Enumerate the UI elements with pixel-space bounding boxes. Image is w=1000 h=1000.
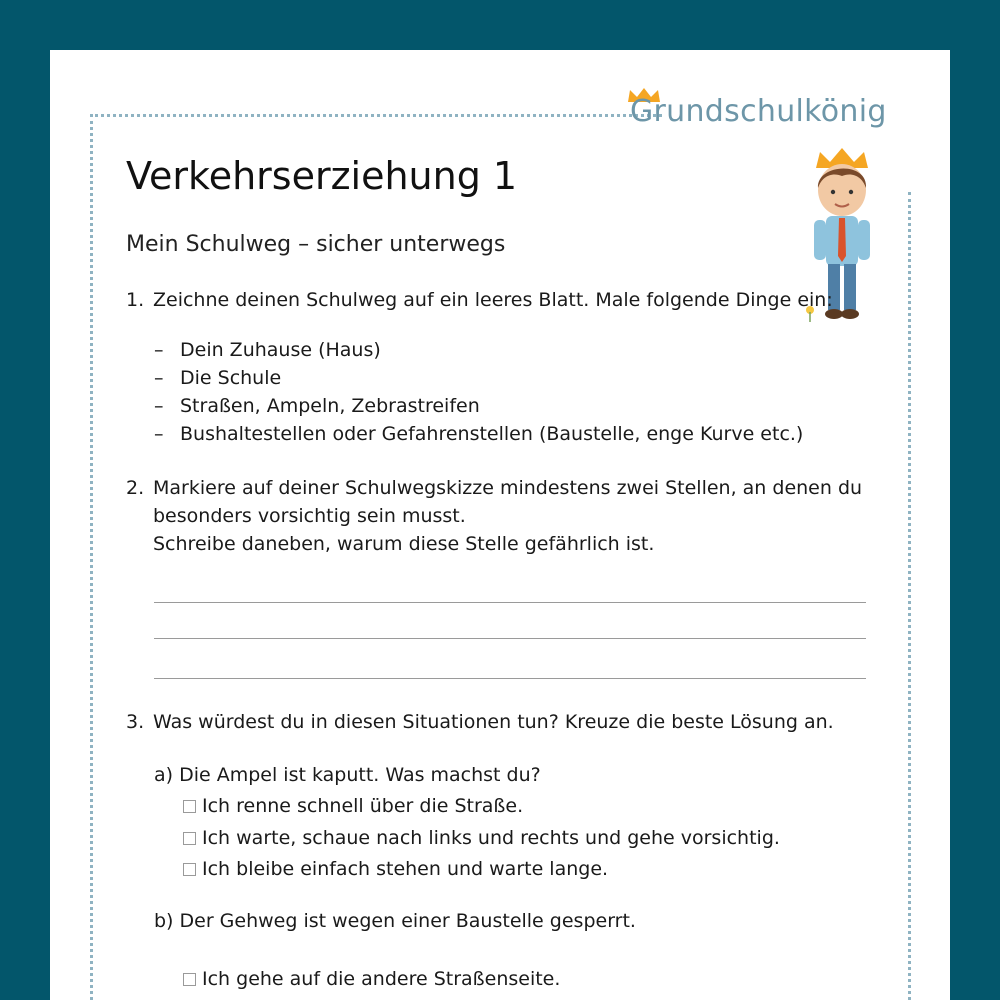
task-1-number: 1. xyxy=(126,289,145,311)
page-subtitle: Mein Schulweg – sicher unterwegs xyxy=(126,232,506,257)
checkbox[interactable] xyxy=(183,832,196,845)
option-b-1[interactable]: Ich gehe auf die andere Straßenseite. xyxy=(183,965,560,993)
task-1-text: Zeichne deinen Schulweg auf ein leeres Blatt. Male folgende Dinge ein: xyxy=(153,289,833,311)
option-a-3[interactable]: Ich bleibe einfach stehen und warte lange. xyxy=(183,855,608,883)
task-2-number: 2. xyxy=(126,477,145,499)
task-1 xyxy=(126,286,846,314)
task-2-line-3: Schreibe daneben, warum diese Stelle gefährlich ist. xyxy=(153,533,655,555)
checkbox[interactable] xyxy=(183,863,196,876)
answer-line-3[interactable] xyxy=(154,678,866,679)
question-a: a) Die Ampel ist kaputt. Was machst du? xyxy=(154,764,541,786)
answer-line-1[interactable] xyxy=(154,602,866,603)
page-title: Verkehrserziehung 1 xyxy=(126,154,518,198)
task-3 xyxy=(126,708,846,736)
dotted-frame-left xyxy=(90,114,93,1000)
checkbox[interactable] xyxy=(183,973,196,986)
option-a-1[interactable]: Ich renne schnell über die Straße. xyxy=(183,792,523,820)
answer-line-2[interactable] xyxy=(154,638,866,639)
option-a-2[interactable]: Ich warte, schaue nach links und rechts und gehe vorsichtig. xyxy=(183,824,780,852)
task-2 xyxy=(126,474,863,558)
dotted-frame-top xyxy=(90,114,662,117)
worksheet-page: Grundschulkönig Verkehrserziehung 1 Mein Schulweg – sicher unterwegs 1. Zeichne deinen Schulweg auf ein leeres Blatt. Male folgende Dinge ein: – Dein Zuhause (Haus) – Die Schule – Straßen, Ampeln, Zebrastreifen – Bushaltestellen oder Gefahrenstellen (Baustelle, enge Kurve etc.) 2. Markiere auf deiner Schulwegskizze mindestens zwei Stellen, an denen du besonders vorsichtig sein musst. Schreibe daneben, warum diese Stelle gefährlich ist. 3. Was würdest du in diesen Situationen tun? Kreuze die beste Lösung an. a) Die Ampel ist kaputt. Was machst du? Ich renne schnell über die Straße. Ich warte, schaue nach links und rechts und gehe vorsichtig. Ich bleibe einfach stehen und warte lange. b) Der Gehweg ist wegen einer Baustelle gesperrt. Ich gehe auf die andere Straßenseite. xyxy=(50,50,950,1000)
task-3-text: Was würdest du in diesen Situationen tun? Kreuze die beste Lösung an. xyxy=(153,711,834,733)
question-b: b) Der Gehweg ist wegen einer Baustelle gesperrt. xyxy=(154,910,636,932)
dotted-frame-right xyxy=(908,192,911,1000)
task-2-line-2: besonders vorsichtig sein musst. xyxy=(153,505,466,527)
brand-logo: Grundschulkönig xyxy=(630,94,887,129)
task-3-number: 3. xyxy=(126,711,145,733)
checkbox[interactable] xyxy=(183,800,196,813)
task-2-line-1: Markiere auf deiner Schulwegskizze mindestens zwei Stellen, an denen du xyxy=(153,477,863,499)
